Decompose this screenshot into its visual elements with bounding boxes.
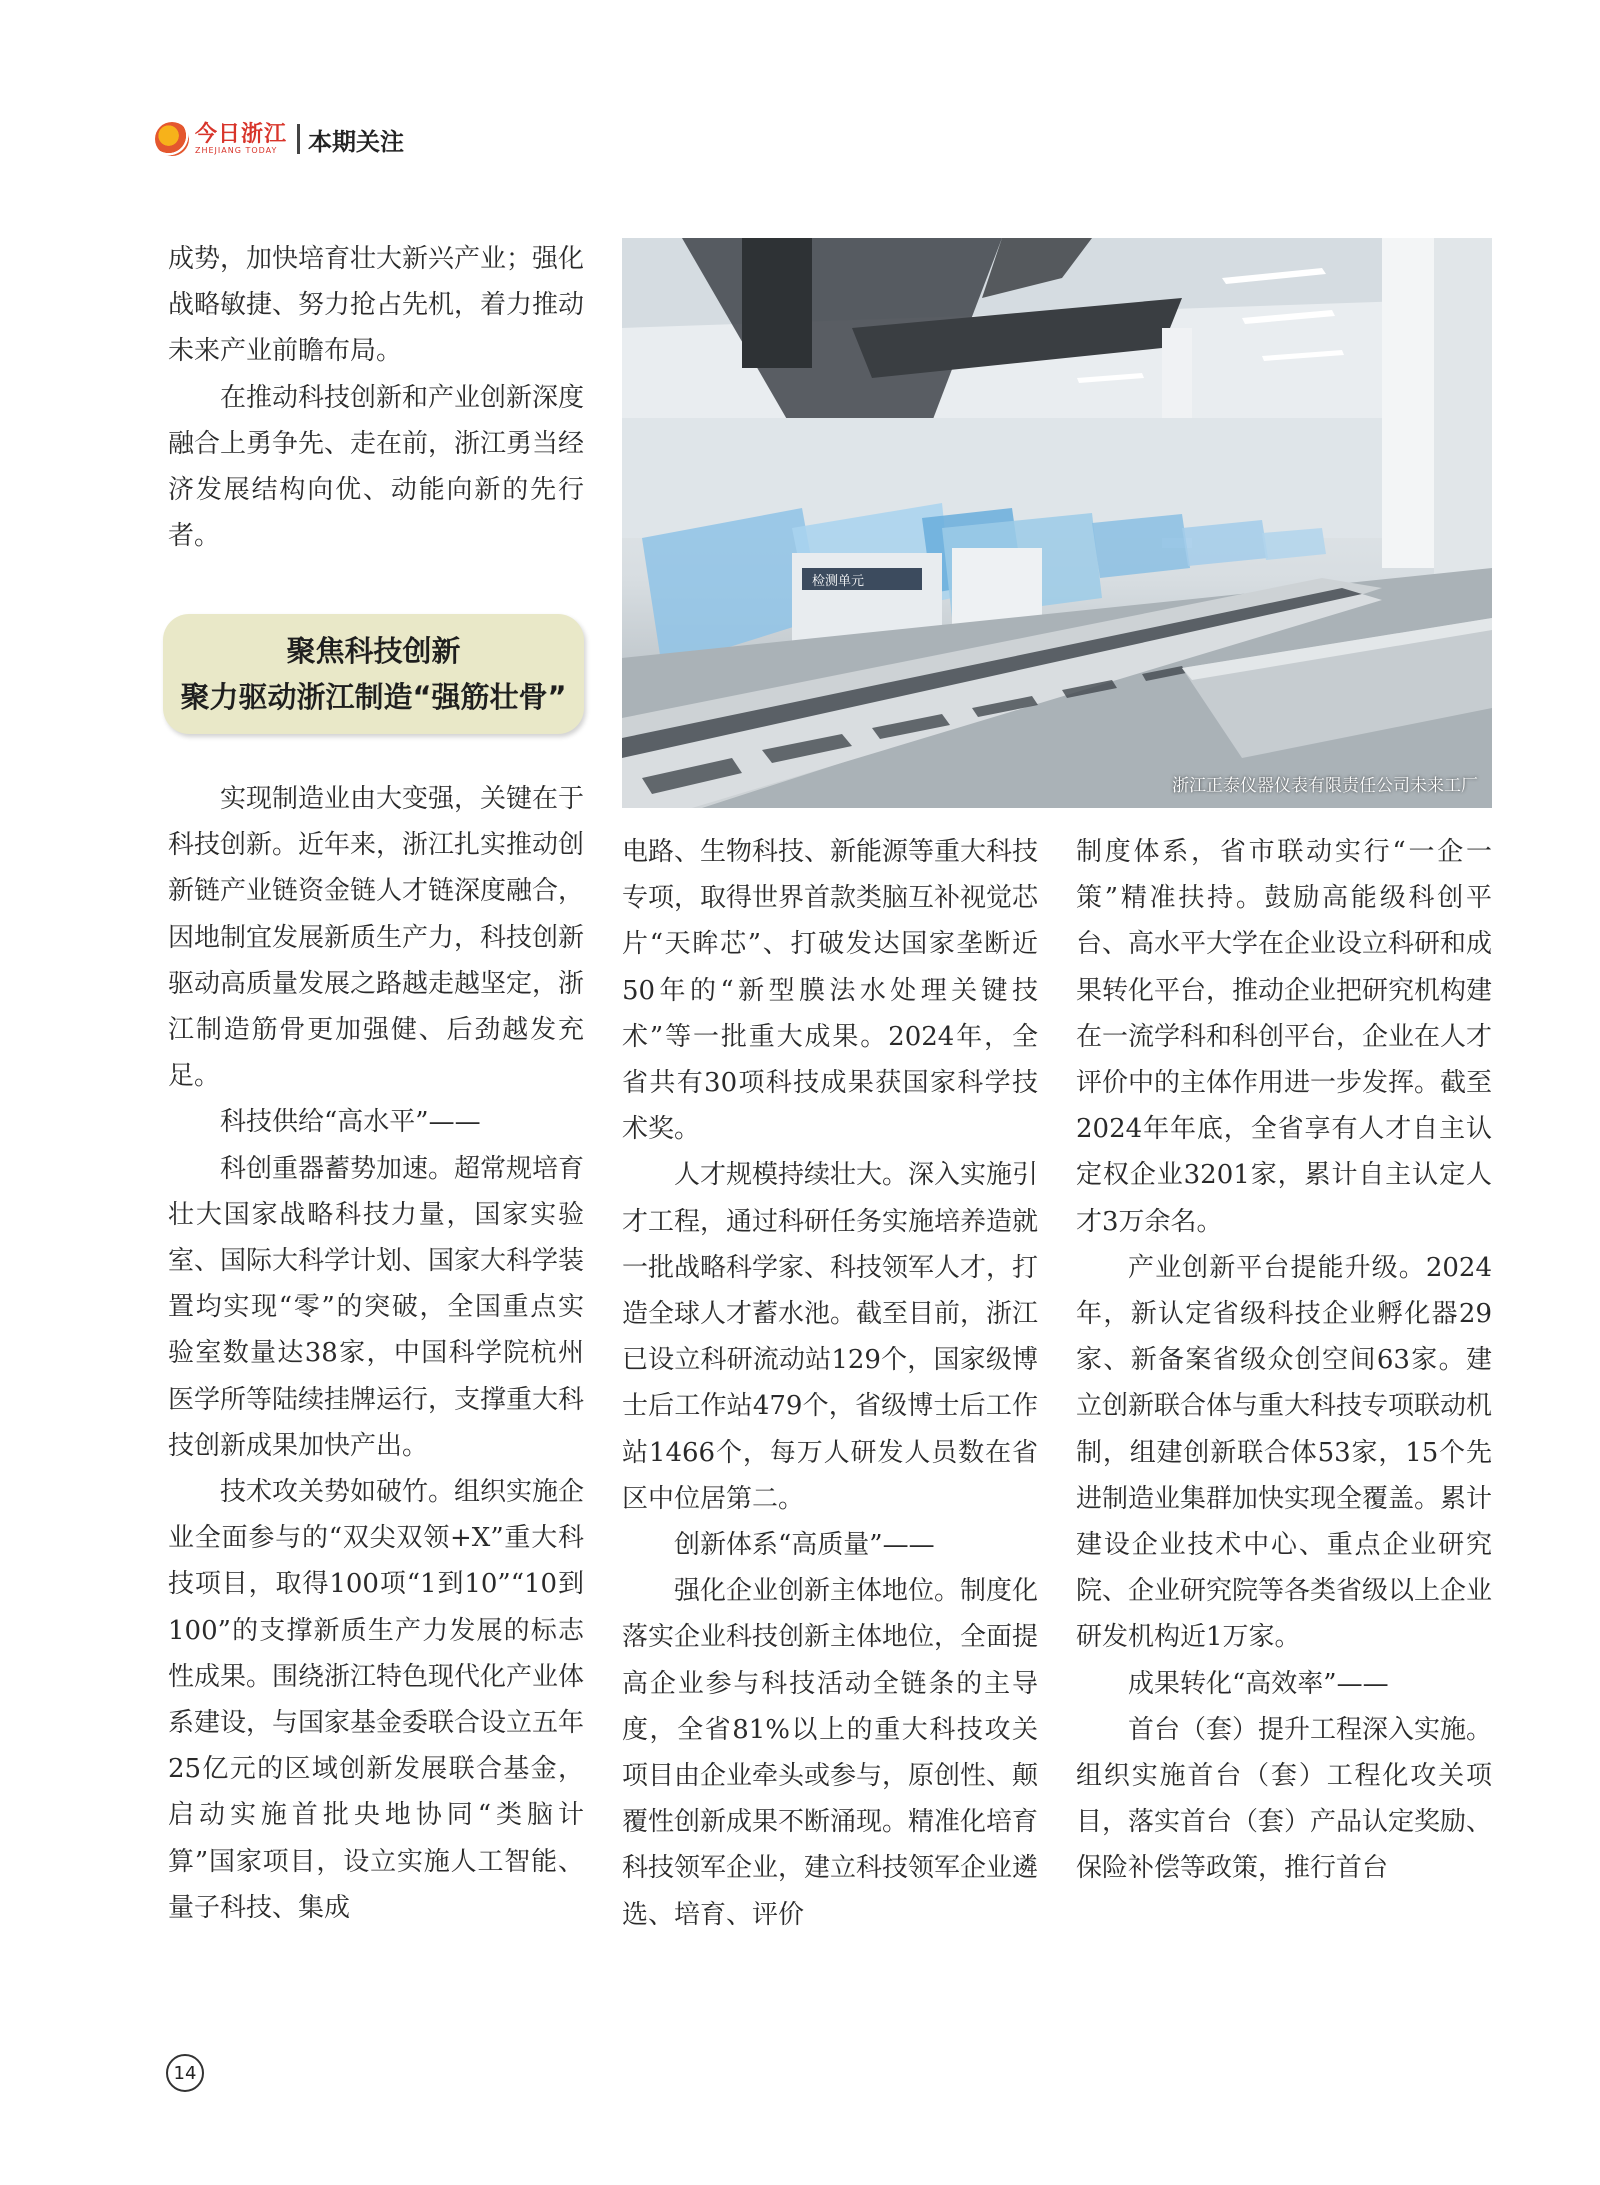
paragraph: 人才规模持续壮大。深入实施引才工程，通过科研任务实施培养造就一批战略科学家、科技领军人才，打造全球人才蓄水池。截至目前，浙江已设立科研流动站129个，国家级博士后工作站479个，省级博士后工作站1466个，每万人研发人员数在省区中位居第二。 xyxy=(622,1160,1039,1514)
logo-english-name: ZHEJIANG TODAY xyxy=(195,146,278,155)
paragraph: 产业创新平台提能升级。2024年，新认定省级科技企业孵化器29家、新备案省级众创空间63家。建立创新联合体与重大科技专项联动机制，组建创新联合体53家，15个先进制造业集群加快实现全覆盖。累计建设企业技术中心、重点企业研究院、企业研究院等各类省级以上企业研发机构近1万家。 xyxy=(1076,1252,1493,1653)
paragraph: 实现制造业由大变强，关键在于科技创新。近年来，浙江扎实推动创新链产业链资金链人才链深度融合，因地制宜发展新质生产力，科技创新驱动高质量发展之路越走越坚定，浙江制造筋骨更加强健、后劲越发充足。 xyxy=(168,784,585,1092)
paragraph: 科创重器蓄势加速。超常规培育壮大国家战略科技力量，国家实验室、国际大科学计划、国家大科学装置均实现“零”的突破，全国重点实验室数量达38家，中国科学院杭州医学所等陆续挂牌运行，支撑重大科技创新成果加快产出。 xyxy=(168,1153,585,1461)
logo-chinese-name: 今日浙江 xyxy=(195,121,288,147)
callout-line-2: 聚力驱动浙江制造“强筋壮骨” xyxy=(180,680,567,714)
factory-photo xyxy=(622,238,1492,808)
subheading: 成果转化“高效率”—— xyxy=(1128,1668,1389,1699)
paragraph: 电路、生物科技、新能源等重大科技专项，取得世界首款类脑互补视觉芯片“天眸芯”、打破发达国家垄断近50年的“新型膜法水处理关键技术”等一批重大成果。2024年，全省共有30项科技成果获国家科学技术奖。 xyxy=(622,837,1039,1145)
header-divider xyxy=(297,124,300,154)
column-1-top-text xyxy=(168,236,584,559)
photo-caption: 浙江正泰仪器仪表有限责任公司未来工厂 xyxy=(1172,776,1478,796)
column-3-text xyxy=(1076,829,1492,1892)
logo-text xyxy=(195,123,287,155)
factory-photo-illustration xyxy=(622,238,1492,808)
subheading: 创新体系“高质量”—— xyxy=(674,1530,935,1561)
subheading: 科技供给“高水平”—— xyxy=(220,1107,481,1138)
section-heading-callout xyxy=(163,614,584,734)
machine-label: 检测单元 xyxy=(812,574,865,589)
paragraph: 首台（套）提升工程深入实施。组织实施首台（套）工程化攻关项目，落实首台（套）产品认定奖励、保险补偿等政策，推行首台 xyxy=(1076,1714,1493,1884)
column-1-bottom-text xyxy=(168,776,584,1931)
callout-line-1: 聚焦科技创新 xyxy=(286,634,461,668)
paragraph: 强化企业创新主体地位。制度化落实企业科技创新主体地位，全面提高企业参与科技活动全链条的主导度，全省81%以上的重大科技攻关项目由企业牵头或参与，原创性、颠覆性创新成果不断涌现。精准化培育科技领军企业，建立科技领军企业遴选、培育、评价 xyxy=(622,1576,1039,1930)
column-2-text xyxy=(622,829,1038,1938)
paragraph: 制度体系，省市联动实行“一企一策”精准扶持。鼓励高能级科创平台、高水平大学在企业设立科研和成果转化平台，推动企业把研究机构建在一流学科和科创平台，企业在人才评价中的主体作用进一步发挥。截至2024年年底，全省享有人才自主认定权企业3201家，累计自主认定人才3万余名。 xyxy=(1076,837,1493,1237)
page-number: 14 xyxy=(166,2054,204,2092)
logo-sun-icon xyxy=(155,122,189,156)
section-name: 本期关注 xyxy=(308,127,405,156)
magazine-logo xyxy=(155,122,287,156)
paragraph: 在推动科技创新和产业创新深度融合上勇争先、走在前，浙江勇当经济发展结构向优、动能向新的先行者。 xyxy=(168,382,585,552)
paragraph: 技术攻关势如破竹。组织实施企业全面参与的“双尖双领+X”重大科技项目，取得100项“1到10”“10到100”的支撑新质生产力发展的标志性成果。围绕浙江特色现代化产业体系建设，与国家基金委联合设立五年25亿元的区域创新发展联合基金，启动实施首批央地协同“类脑计算”国家项目，设立实施人工智能、量子科技、集成 xyxy=(168,1477,585,1923)
page-header xyxy=(155,118,404,160)
paragraph: 成势，加快培育壮大新兴产业；强化战略敏捷、努力抢占先机，着力推动未来产业前瞻布局。 xyxy=(168,244,585,367)
